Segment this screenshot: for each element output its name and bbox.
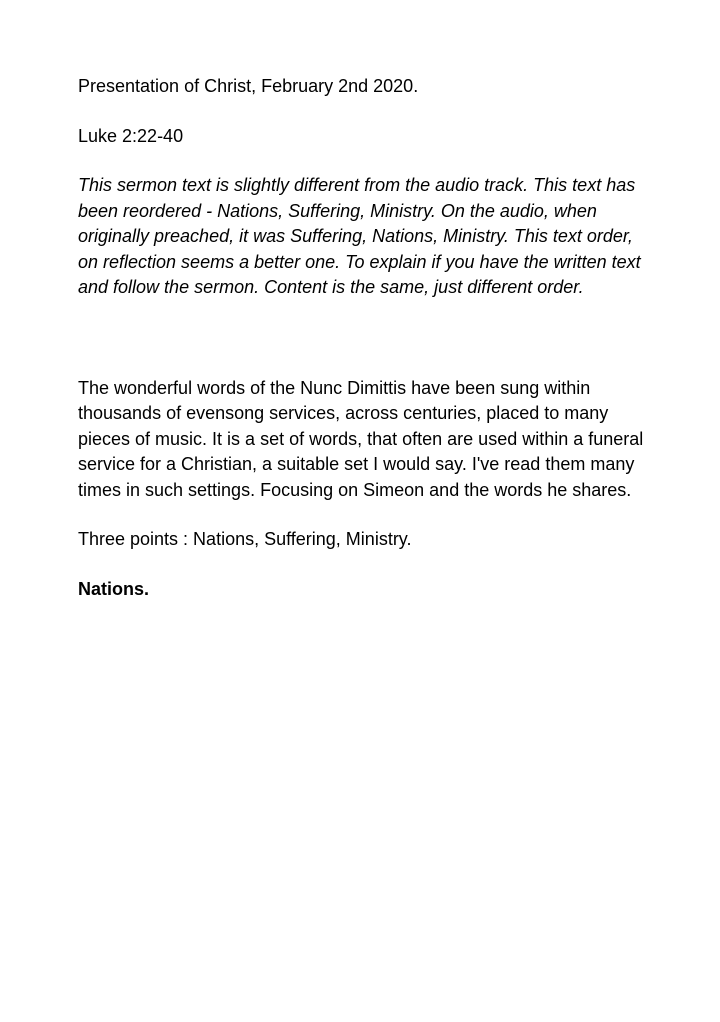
intro-paragraph: The wonderful words of the Nunc Dimittis have been sung within thousands of evensong services, across centuries, placed to many pieces of music. It is a set of words, that often are used within a funeral service for a Christian, a suitable set I would say. I've read them many times in such settings. Focusing on Simeon and the words he shares. (78, 377, 644, 500)
points-summary: Three points : Nations, Suffering, Ministry. (78, 529, 412, 549)
section-heading-nations: Nations. (78, 578, 150, 599)
editorial-note: This sermon text is slightly different from the audio track. This text has been reordered - Nations, Suffering, Ministry. On the audio, when originally preached, it was Suffering, Nations, Ministry. This text order, on reflection seems a better one. To explain if you have the written text and follow the sermon. Content is the same, just different order. (78, 175, 641, 297)
document-body (78, 74, 653, 602)
document-title: Presentation of Christ, February 2nd 2020. (78, 76, 419, 96)
scripture-reference: Luke 2:22-40 (78, 125, 184, 146)
